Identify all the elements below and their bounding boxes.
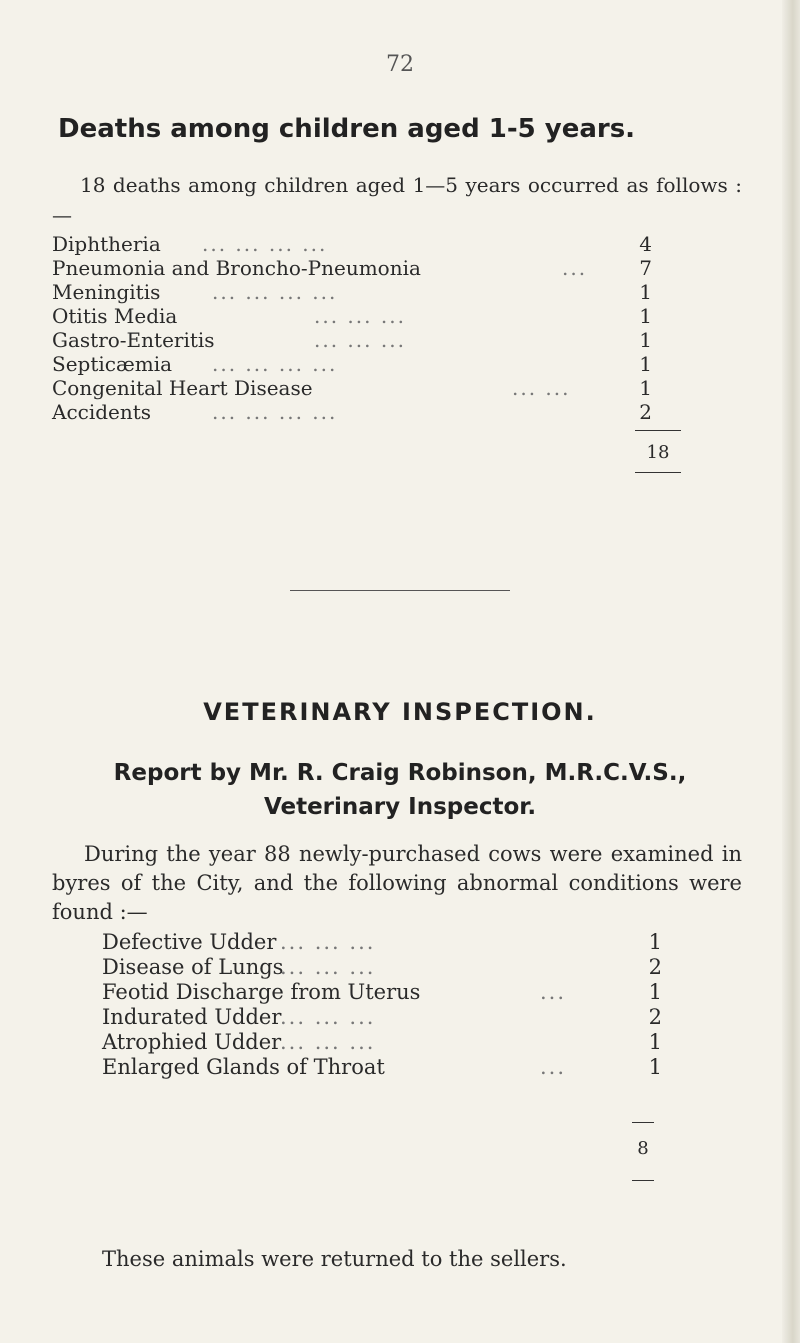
leader-dots: ... ... bbox=[512, 376, 571, 400]
item-value: 7 bbox=[639, 256, 652, 280]
item-label: Gastro-Enteritis bbox=[52, 328, 215, 352]
item-label: Disease of Lungs bbox=[102, 955, 284, 979]
list-item bbox=[102, 1030, 662, 1055]
item-value: 2 bbox=[648, 1005, 662, 1029]
leader-dots: ... ... ... ... bbox=[202, 232, 328, 256]
item-label: Septicæmia bbox=[52, 352, 173, 376]
leader-dots: ... ... ... bbox=[280, 930, 376, 954]
veterinary-total: 8 bbox=[637, 1138, 649, 1159]
sum-rule-bottom bbox=[632, 1180, 654, 1181]
veterinary-list bbox=[102, 930, 662, 1080]
report-line-1: Report by Mr. R. Craig Robinson, M.R.C.V.S., bbox=[113, 760, 687, 786]
deaths-intro: 18 deaths among children aged 1—5 years occurred as follows : — bbox=[52, 173, 742, 227]
leader-dots: ... ... ... bbox=[280, 1005, 376, 1029]
list-item bbox=[52, 328, 652, 352]
item-value: 1 bbox=[648, 1055, 662, 1079]
leader-dots: ... bbox=[540, 1055, 567, 1079]
list-item bbox=[102, 1055, 662, 1080]
item-value: 1 bbox=[639, 280, 652, 304]
item-label: Defective Udder bbox=[102, 930, 277, 954]
page-edge-shadow bbox=[782, 0, 800, 1343]
item-value: 1 bbox=[648, 980, 662, 1004]
item-value: 2 bbox=[639, 400, 652, 424]
item-value: 2 bbox=[648, 955, 662, 979]
item-value: 1 bbox=[648, 1030, 662, 1054]
report-line-2: Veterinary Inspector. bbox=[263, 794, 537, 820]
list-item bbox=[102, 930, 662, 955]
item-label: Meningitis bbox=[52, 280, 161, 304]
sum-rule-bottom bbox=[635, 472, 681, 473]
item-value: 1 bbox=[639, 328, 652, 352]
item-label: Enlarged Glands of Throat bbox=[102, 1055, 385, 1079]
closing-sentence: These animals were returned to the sellers. bbox=[102, 1247, 567, 1271]
item-label: Congenital Heart Disease bbox=[52, 376, 313, 400]
leader-dots: ... ... ... ... bbox=[212, 280, 338, 304]
sum-rule-top bbox=[632, 1122, 654, 1123]
leader-dots: ... ... ... bbox=[314, 304, 406, 328]
leader-dots: ... ... ... bbox=[314, 328, 406, 352]
deaths-total: 18 bbox=[646, 442, 670, 463]
item-value: 1 bbox=[639, 352, 652, 376]
item-value: 1 bbox=[639, 376, 652, 400]
veterinary-paragraph: During the year 88 newly-purchased cows were examined in byres of the City, and the following abnormal conditions were found :— bbox=[52, 842, 742, 924]
item-label: Diphtheria bbox=[52, 232, 161, 256]
item-label: Pneumonia and Broncho-Pneumonia bbox=[52, 256, 421, 280]
list-item bbox=[52, 280, 652, 304]
list-item bbox=[102, 980, 662, 1005]
list-item bbox=[102, 955, 662, 980]
page-number: 72 bbox=[386, 52, 414, 77]
item-label: Accidents bbox=[52, 400, 152, 424]
leader-dots: ... ... ... ... bbox=[212, 400, 338, 424]
list-item bbox=[52, 256, 652, 280]
deaths-heading: Deaths among children aged 1-5 years. bbox=[58, 114, 636, 144]
section-divider bbox=[290, 590, 510, 591]
item-value: 1 bbox=[648, 930, 662, 954]
item-label: Indurated Udder bbox=[102, 1005, 282, 1029]
veterinary-heading: VETERINARY INSPECTION. bbox=[203, 698, 597, 726]
leader-dots: ... bbox=[540, 980, 567, 1004]
list-item bbox=[52, 232, 652, 256]
sum-rule-top bbox=[635, 430, 681, 431]
deaths-list bbox=[52, 232, 652, 424]
list-item bbox=[52, 376, 652, 400]
report-byline bbox=[0, 756, 800, 824]
item-label: Feotid Discharge from Uterus bbox=[102, 980, 421, 1004]
item-value: 4 bbox=[639, 232, 652, 256]
item-label: Atrophied Udder bbox=[102, 1030, 282, 1054]
item-label: Otitis Media bbox=[52, 304, 178, 328]
list-item bbox=[52, 304, 652, 328]
leader-dots: ... ... ... ... bbox=[212, 352, 338, 376]
list-item bbox=[52, 400, 652, 424]
leader-dots: ... ... ... bbox=[280, 955, 376, 979]
item-value: 1 bbox=[639, 304, 652, 328]
list-item bbox=[52, 352, 652, 376]
leader-dots: ... ... ... bbox=[280, 1030, 376, 1054]
list-item bbox=[102, 1005, 662, 1030]
leader-dots: ... bbox=[562, 256, 588, 280]
